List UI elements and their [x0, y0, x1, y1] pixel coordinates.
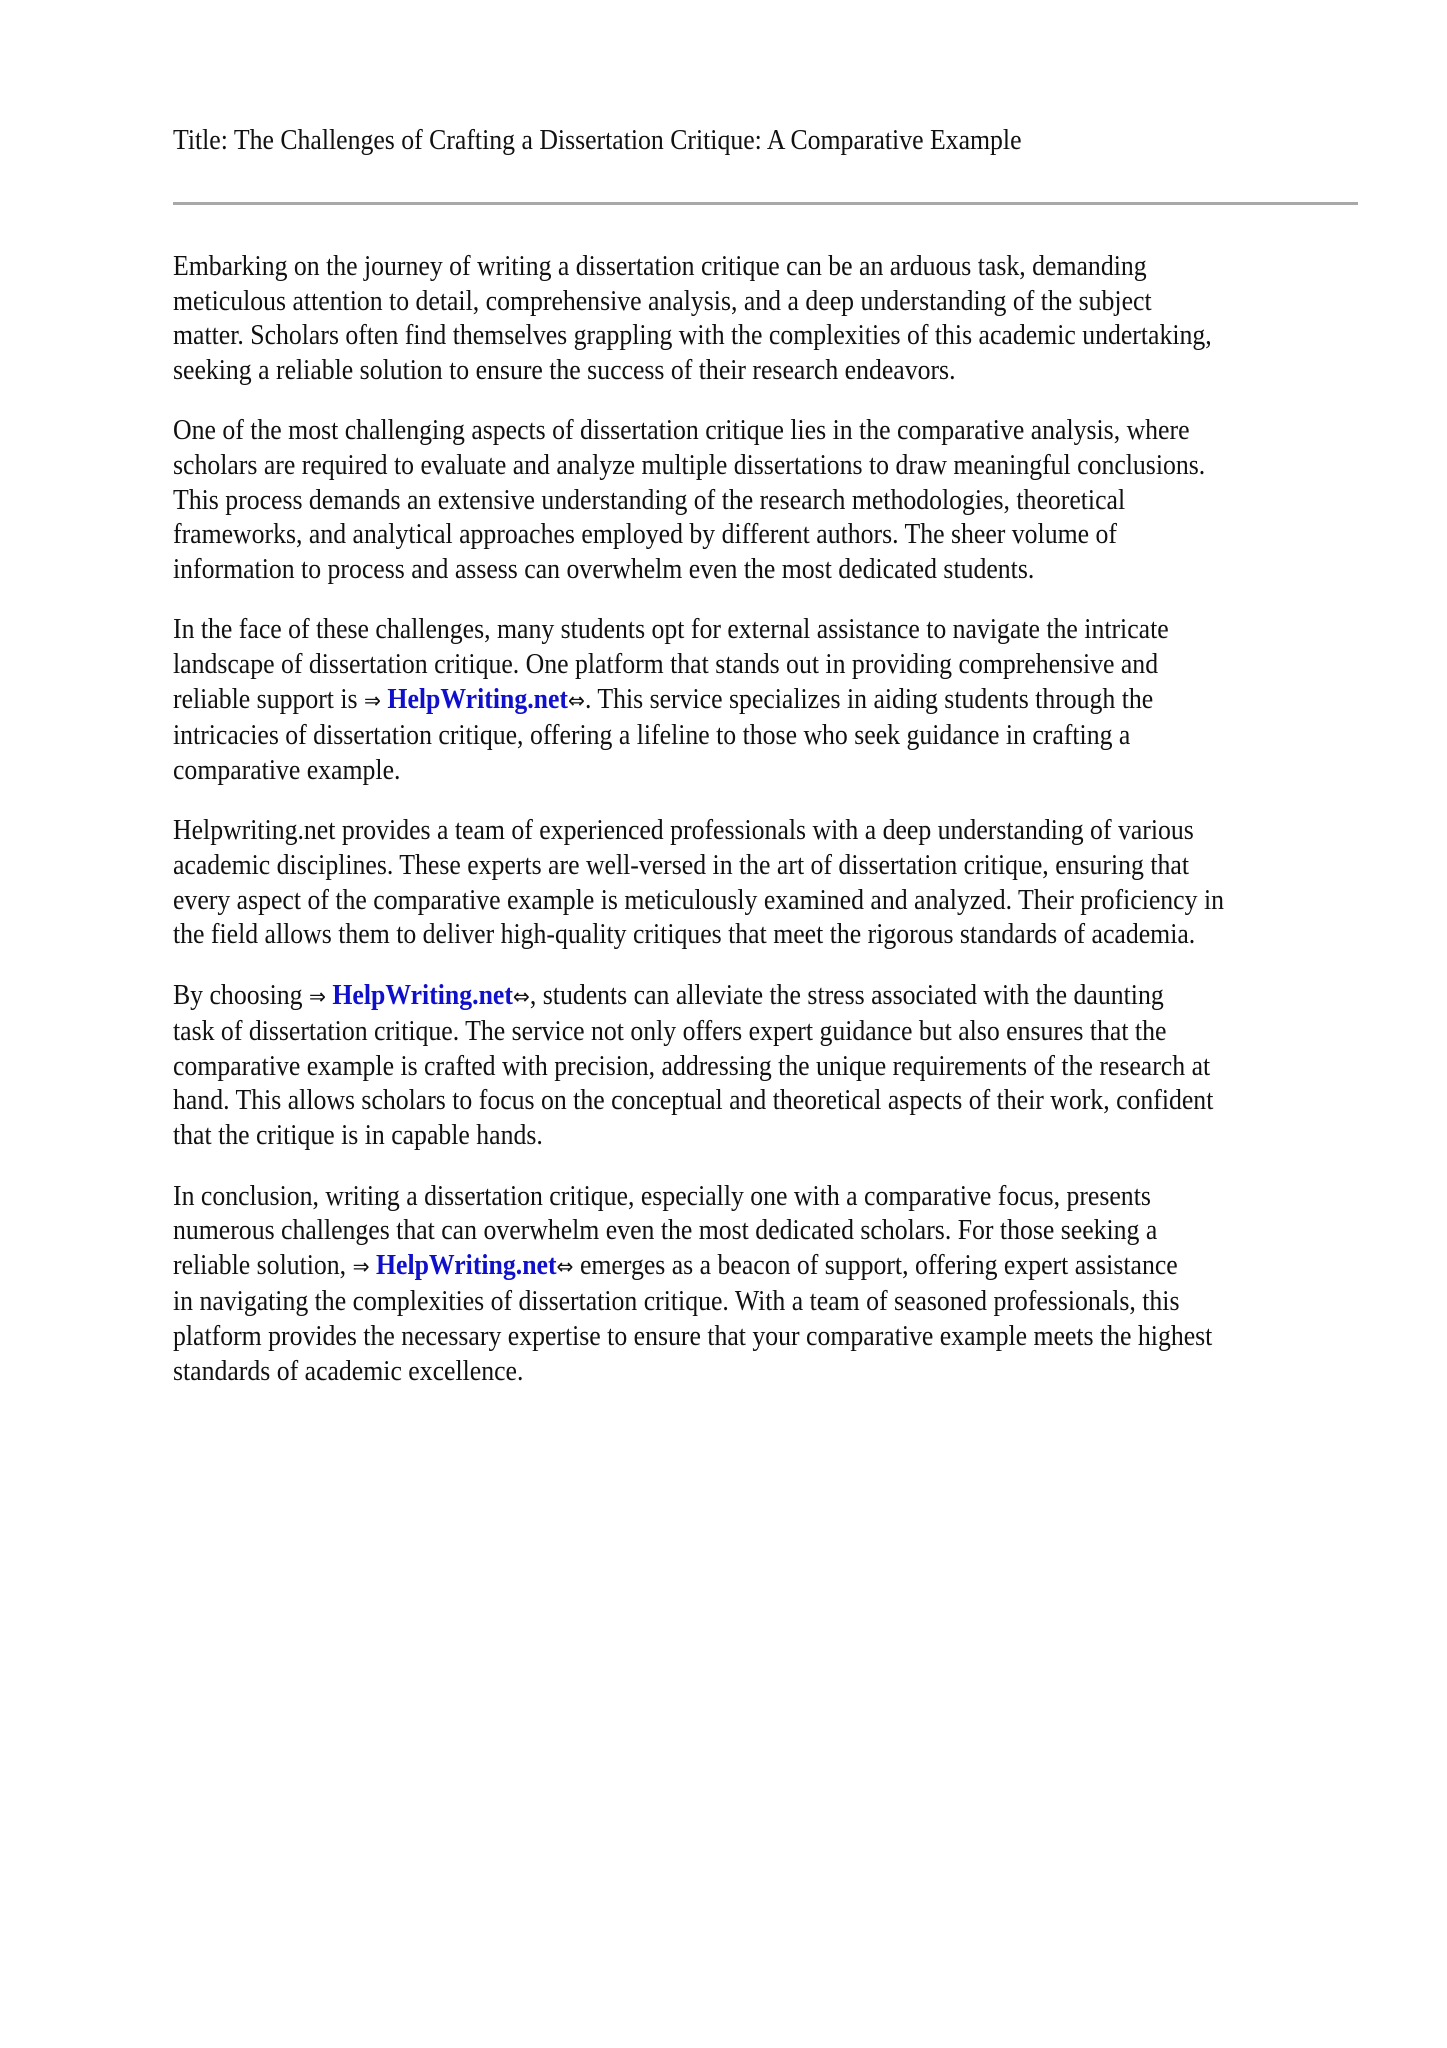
paragraph-3 — [173, 613, 1447, 788]
text-line: comparative example is crafted with precision, addressing the unique requirements of the research at — [173, 1050, 1211, 1082]
text-line: hand. This allows scholars to focus on the conceptual and theoretical aspects of their work, confident — [173, 1085, 1214, 1117]
text-segment: By choosing — [173, 979, 309, 1011]
double-arrow-both-icon: ⇔ — [567, 688, 585, 714]
text-line: that the critique is in capable hands. — [173, 1120, 543, 1152]
text-line: In conclusion, writing a dissertation critique, especially one with a comparative focus, presents — [173, 1180, 1151, 1212]
helpwriting-link[interactable]: HelpWriting.net — [387, 683, 568, 715]
text-line: standards of academic excellence. — [173, 1355, 524, 1387]
paragraph-4 — [173, 814, 1447, 952]
double-arrow-right-icon: ⇒ — [308, 984, 326, 1010]
text-line: Helpwriting.net provides a team of experienced professionals with a deep understanding of various — [173, 815, 1194, 847]
paragraph-2 — [173, 414, 1447, 587]
paragraph-5 — [173, 979, 1447, 1154]
double-arrow-right-icon: ⇒ — [364, 688, 381, 714]
text-line: landscape of dissertation critique. One platform that stands out in providing comprehensive and — [173, 648, 1159, 680]
text-line: the field allows them to deliver high-quality critiques that meet the rigorous standards of academia. — [173, 919, 1196, 951]
text-line: task of dissertation critique. The service not only offers expert guidance but also ensures that the — [173, 1016, 1167, 1048]
double-arrow-both-icon: ⇔ — [556, 1254, 574, 1280]
text-line: In the face of these challenges, many students opt for external assistance to navigate the intricate — [173, 614, 1169, 646]
text-line-with-link — [173, 979, 1369, 1016]
text-segment: reliable solution, — [173, 1249, 353, 1281]
text-line: every aspect of the comparative example is meticulously examined and analyzed. Their proficiency in — [173, 884, 1224, 916]
text-line-with-link — [173, 683, 1369, 720]
text-line-with-link — [173, 1249, 1369, 1286]
document-body — [173, 250, 1447, 1415]
text-segment: . This service specializes in aiding students through the — [584, 683, 1154, 715]
text-line: in navigating the complexities of dissertation critique. With a team of seasoned professionals, this — [173, 1286, 1180, 1318]
double-arrow-both-icon: ⇔ — [512, 984, 530, 1010]
paragraph-1 — [173, 250, 1447, 388]
text-line: platform provides the necessary expertise to ensure that your comparative example meets the highest — [173, 1321, 1213, 1353]
text-line: intricacies of dissertation critique, offering a lifeline to those who seek guidance in crafting a — [173, 720, 1131, 752]
text-segment: emerges as a beacon of support, offering expert assistance — [573, 1249, 1178, 1281]
text-line: Embarking on the journey of writing a dissertation critique can be an arduous task, demanding — [173, 251, 1147, 282]
text-line: numerous challenges that can overwhelm even the most dedicated scholars. For those seeking a — [173, 1215, 1158, 1247]
text-line: academic disciplines. These experts are well-versed in the art of dissertation critique, ensuring that — [173, 849, 1189, 881]
text-line: One of the most challenging aspects of dissertation critique lies in the comparative analysis, where — [173, 415, 1190, 447]
paragraph-6 — [173, 1180, 1447, 1390]
helpwriting-link[interactable]: HelpWriting.net — [375, 1249, 557, 1281]
double-arrow-right-icon: ⇒ — [352, 1254, 370, 1280]
text-line: meticulous attention to detail, comprehensive analysis, and a deep understanding of the subject — [173, 285, 1152, 317]
text-segment: reliable support is — [173, 683, 365, 715]
text-line: scholars are required to evaluate and analyze multiple dissertations to draw meaningful conclusions. — [173, 449, 1206, 481]
text-line: seeking a reliable solution to ensure the success of their research endeavors. — [173, 354, 956, 386]
text-segment: , students can alleviate the stress associated with the daunting — [529, 979, 1164, 1011]
text-line: comparative example. — [173, 754, 401, 786]
title-divider — [173, 202, 1358, 205]
helpwriting-link[interactable]: HelpWriting.net — [332, 979, 513, 1011]
document-title: Title: The Challenges of Crafting a Dissertation Critique: A Comparative Example — [173, 125, 1022, 156]
text-line: This process demands an extensive understanding of the research methodologies, theoretical — [173, 484, 1126, 516]
text-line: frameworks, and analytical approaches employed by different authors. The sheer volume of — [173, 519, 1117, 551]
text-line: matter. Scholars often find themselves grappling with the complexities of this academic undertaking, — [173, 320, 1212, 352]
text-line: information to process and assess can overwhelm even the most dedicated students. — [173, 553, 1035, 585]
